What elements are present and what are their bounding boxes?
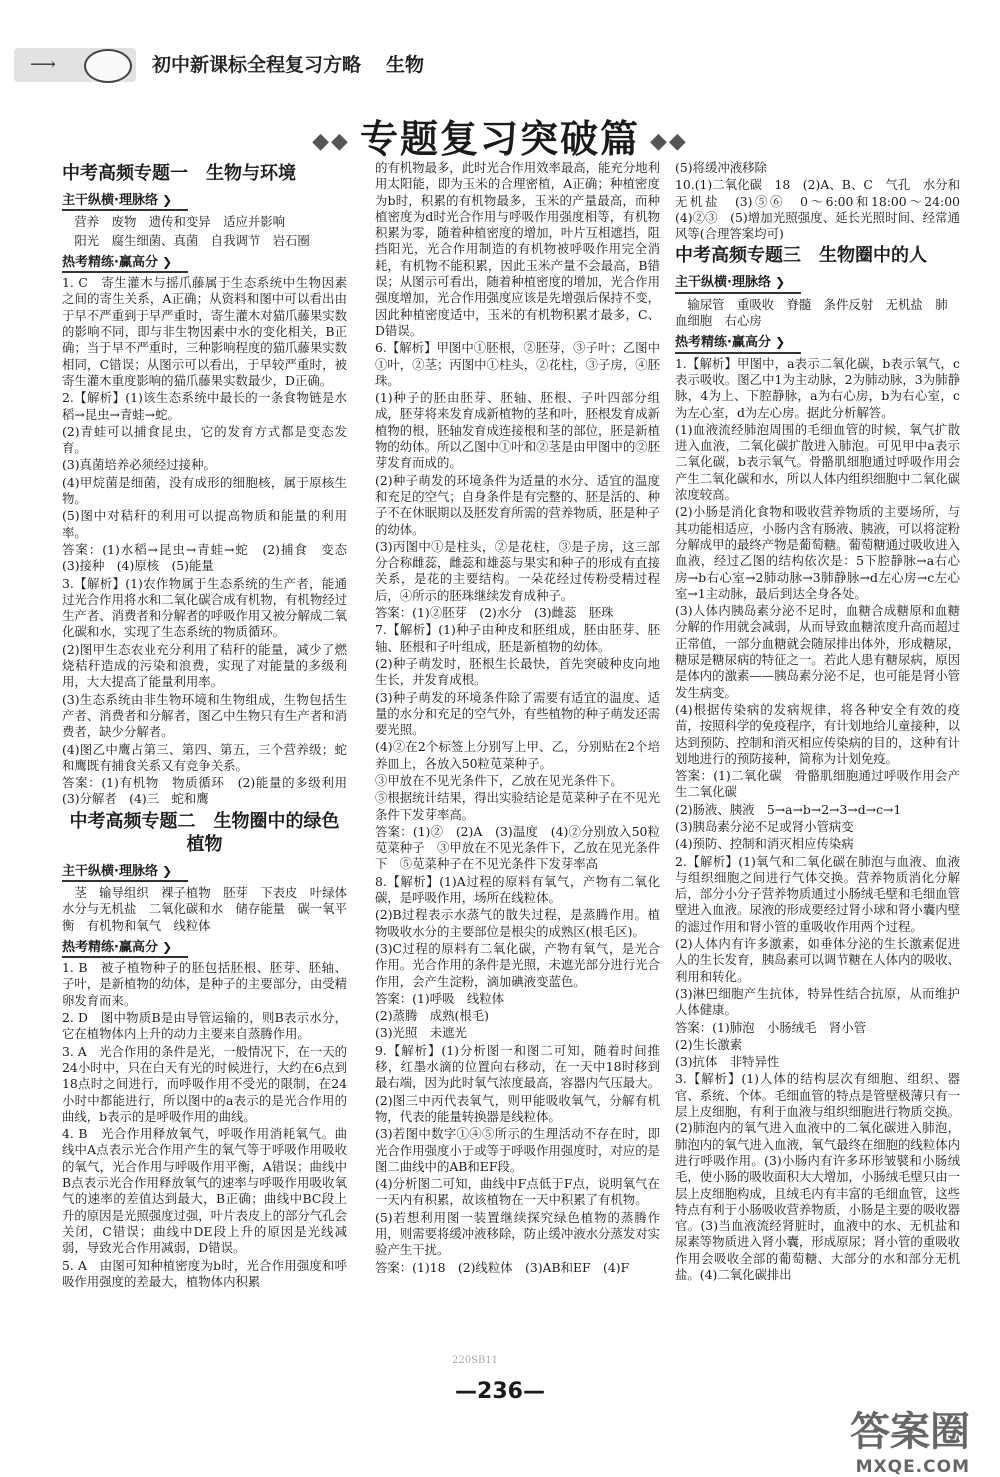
answer-paragraph: 答案：(1)② (2)A (3)温度 (4)②分别放入50粒苋菜种子 ③甲放在不见光条件下，乙放在见光条件下 ⑤苋菜种子在不见光条件下发芽率高 [375, 823, 660, 872]
answer-paragraph: (2)青蛙可以捕食昆虫，它的发育方式都是变态发育。 [62, 423, 347, 456]
page-number: —236— [455, 1379, 545, 1404]
answer-paragraph: (5)若想利用图一装置继续探究绿色植物的蒸腾作用，则需要将缓冲液移除，防止缓冲液水分蒸发对实验产生干扰。 [375, 1209, 660, 1258]
banner-title: 专题复习突破篇 [359, 117, 640, 161]
answer-paragraph: (4)图乙中鹰占第三、第四、第五，三个营养级；蛇和鹰既有捕食关系又有竞争关系。 [62, 741, 347, 773]
section-heading: 热考精练·赢高分 ❯ [62, 939, 188, 958]
answer-paragraph: (2)图甲生态农业充分利用了秸秆的能量，减少了燃烧秸秆造成的污染和浪费，实现了对能量的多级利用，大大提高了能量利用率。 [62, 641, 347, 690]
answer-paragraph: 答案：(1)水稻→昆虫→青蛙→蛇 (2)捕食 变态 (3)接种 (4)原核 (5)能量 [62, 541, 360, 574]
answer-paragraph: (3)抗体 非特异性 [675, 1054, 780, 1070]
section-heading: 主干纵横·理脉络 ❯ [62, 863, 188, 882]
keyword-line: 输尿管 重吸收 脊髓 条件反射 无机盐 肺 血细胞 右心房 [675, 296, 960, 329]
answer-paragraph: (1)血液流经肺泡周围的毛细血管的时候，氧气扩散进入血液，二氧化碳扩散进入肺泡。可见甲中a表示二氧化碳，b表示氧气。骨骼肌细胞通过呼吸作用会产生二氧化碳和水，所以人体内组织细胞中二氧化碳浓度较高。 [675, 421, 960, 503]
answer-paragraph: (3)真菌培养必须经过接种。 [62, 457, 216, 473]
answer-paragraph: 7.【解析】(1)种子由种皮和胚组成，胚由胚芽、胚轴、胚根和子叶组成，胚是新植物的幼体。 [375, 622, 660, 654]
answer-paragraph: 1. B 被子植物种子的胚包括胚根、胚芽、胚轴、子叶，是新植物的幼体，是种子的主要部分，由受精卵发育而来。 [62, 960, 347, 1008]
answer-paragraph: 2.【解析】(1)氧气和二氧化碳在肺泡与血液、血液与组织细胞之间进行气体交换。营养物质消化分解后，部分小分子营养物质通过小肠绒毛壁和毛细血管壁进入血液。尿液的形成要经过肾小球和肾小囊内壁的滤过作用和肾小管的重吸收作用两个过程。 [675, 853, 960, 934]
answer-paragraph: (3)C过程的原料有二氧化碳，产物有氧气，是光合作用。光合作用的条件是光照，未遮光部分进行光合作用，会产生淀粉，滴加碘液变蓝色。 [375, 940, 660, 989]
answer-paragraph: (5)图中对秸秆的利用可以提高物质和能量的利用率。 [62, 508, 347, 540]
answer-paragraph: (2)蒸腾 成熟(根毛) [375, 1008, 489, 1024]
page-header [0, 0, 1000, 90]
section-banner [160, 108, 840, 163]
answer-paragraph: 3.【解析】(1)农作物属于生态系统的生产者，能通过光合作用将水和二氧化碳合成有机物，有机物经过生产者、消费者和分解者的呼吸作用又被分解成二氧化碳和水，实现了生态系统的物质循环。 [62, 575, 347, 640]
watermark-text: 答案圈 [850, 1409, 970, 1455]
answer-paragraph: 6.【解析】甲图中①胚根，②胚芽，③子叶；乙图中①叶，②茎；丙图中①柱头，②花柱，③子房，④胚珠。 [375, 340, 660, 388]
answer-paragraph: (2)B过程表示水蒸气的散失过程，是蒸腾作用。植物吸收水分的主要部位是根尖的成熟区(根毛区)。 [375, 907, 660, 939]
answer-paragraph: (3)种子萌发的环境条件除了需要有适宜的温度、适量的水分和充足的空气外，有些植物的种子萌发还需要光照。 [375, 689, 660, 738]
answer-paragraph: 答案：(1)二氧化碳 骨骼肌细胞通过呼吸作用会产生二氧化碳 [675, 768, 960, 800]
answer-paragraph: 1.【解析】甲图中，a表示二氧化碳，b表示氧气，c表示吸收。图乙中1为主动脉，2为肺动脉，3为肺静脉，4为上、下腔静脉，a为右心房，b为右心室，c为左心室，d为左心房。据此分析解答。 [675, 355, 960, 420]
watermark-url: MXQE.COM [855, 1457, 970, 1477]
answer-paragraph: 5. A 由图可知种植密度为b时，光合作用强度和呼吸作用强度的差最大，植物体内积累 [62, 1257, 347, 1289]
diamond-decoration-icon: ◆◆ [312, 129, 350, 154]
answer-paragraph: 3. A 光合作用的条件是光，一般情况下，在一天的24小时中，只在白天有光的时候进行，大约在6点到18点时之间进行，而呼吸作用不受光的限制，在24小时中都能进行，所以图中的a表示的是光合作用的曲线，b表示的是呼吸作用的曲线。 [62, 1043, 347, 1124]
answer-paragraph: (4)预防、控制和消灭相应传染病 [675, 836, 854, 852]
answer-paragraph: 答案：(1)18 (2)线粒体 (3)AB和EF (4)F [375, 1259, 630, 1275]
watermark [850, 1400, 970, 1477]
keyword-line: 营养 废物 遗传和变异 适应并影响 [74, 214, 286, 230]
answer-paragraph: 2.【解析】(1)该生态系统中最长的一条食物链是水稻→昆虫→青蛙→蛇。 [62, 390, 347, 422]
answer-paragraph: (3)胰岛素分泌不足或肾小管病变 [675, 818, 854, 834]
answer-paragraph: 10.(1)二氧化碳 18 (2)A、B、C 气孔 水分和无机盐 (3)⑤⑥ 0～6:00和18:00～24:00 (4)②③ (5)增加光照强度、延长光照时间、经常通风等(合理答案均可) [675, 177, 973, 242]
answer-paragraph: (3)人体内胰岛素分泌不足时，血糖合成糖原和血糖分解的作用就会减弱，从而导致血糖浓度升高而超过正常值，一部分血糖就会随尿排出体外，形成糖尿，糖尿是糖尿病的特征之一。若此人患有糖尿病，原因是体内的激素——胰岛素分泌不足，也可能是肾小管发生病变。 [675, 603, 960, 700]
section-heading: 热考精练·赢高分 ❯ [62, 254, 188, 273]
answer-paragraph: ③甲放在不见光条件下，乙放在见光条件下。 [375, 772, 623, 788]
answer-paragraph: (2)图三中丙代表氧气，则甲能吸收氧气，分解有机物，代表的能量转换器是线粒体。 [375, 1092, 660, 1124]
answer-paragraph: 2. D 图中物质B是由导管运输的，则B表示水分，它在植物体内上升的动力主要来自蒸腾作用。 [62, 1010, 347, 1042]
answer-paragraph: 9.【解析】(1)分析图一和图二可知，随着时间推移，红墨水滴的位置向右移动，在一天中18时移到最右端，因为此时氧气浓度最高，容器内气压最大。 [375, 1042, 660, 1091]
answer-paragraph: (3)光照 未遮光 [375, 1025, 467, 1041]
answer-paragraph: 4. B 光合作用释放氧气，呼吸作用消耗氧气。曲线中A点表示光合作用产生的氧气等于呼吸作用吸收的氧气，光合作用与呼吸作用平衡，A错误；曲线中B点表示光合作用释放氧气的速率与呼吸作用吸收氧气的速率的差值达到最大，B正确；曲线中BC段上升的原因是光照强度过强，叶片表皮上的部分气孔会关闭，C错误；曲线中DE段上升的原因是光线减弱，导致光合作用减弱，D错误。 [62, 1126, 347, 1256]
keyword-line: 茎 输导组织 裸子植物 胚芽 下表皮 叶绿体 水分与无机盐 二氧化碳和水 储存能量 碳一氧平衡 有机物和氧气 线粒体 [62, 884, 360, 933]
answer-paragraph: (2)生长激素 [675, 1036, 743, 1052]
column-right [675, 160, 973, 1284]
answer-paragraph: (2)种子萌发的环境条件为适量的水分、适宜的温度和充足的空气；自身条件是有完整的、胚是活的、种子不在休眠期以及胚发育所需的营养物质，胚是种子的幼体。 [375, 472, 660, 537]
answer-paragraph: (3)淋巴细胞产生抗体，特异性结合抗原，从而维护人体健康。 [675, 985, 960, 1018]
book-logo-icon [84, 49, 132, 83]
print-code: 220SB11 [452, 1355, 499, 1366]
answer-paragraph: (3)若图中数字①④⑤所示的生理活动不存在时，即光合作用强度小于或等于呼吸作用强度时，对应的是图二曲线中的AB和EF段。 [375, 1126, 660, 1174]
answer-paragraph: (2)种子萌发时，胚根生长最快，首先突破种皮向地生长，并发育成根。 [375, 655, 660, 688]
column-middle [375, 160, 660, 1277]
topic-title: 中考高频专题一 生物与环境 [62, 163, 296, 184]
answer-paragraph: (4)分析图二可知，曲线中F点低于F点，说明氧气在一天内有积累，故该植物在一天中积累了有机物。 [375, 1176, 660, 1208]
answer-paragraph: (3)丙图中①是柱头，②是花柱，③是子房，这三部分合称雌蕊，雌蕊和雄蕊与果实和种子的形成有直接关系，是花的主要结构。一朵花经过传粉受精过程后，④所示的胚珠继续发育成种子。 [375, 538, 660, 603]
answer-paragraph: (3)生态系统由非生物环境和生物组成，生物包括生产者、消费者和分解者，图乙中生物只有生产者和消费者，缺少分解者。 [62, 691, 347, 740]
topic-title: 中考高频专题二 生物圈中的绿色植物 [69, 810, 340, 855]
answer-paragraph: (1)种子的胚由胚芽、胚轴、胚根、子叶四部分组成，胚芽将来发育成新植物的茎和叶，胚根发育成新植物的根，胚轴发育成连接根和茎的部位，胚是新植物的幼体。所以乙图中①叶和②茎是由甲图中的②胚芽发育而成的。 [375, 390, 660, 471]
arrow-icon: ⟶ [30, 54, 56, 75]
section-heading: 主干纵横·理脉络 ❯ [62, 192, 188, 211]
answer-paragraph: 8.【解析】(1)A过程的原料有氧气，产物有二氧化碳，是呼吸作用，场所在线粒体。 [375, 873, 660, 906]
answer-paragraph: (4)甲烷菌是细菌，没有成形的细胞核，属于原核生物。 [62, 474, 347, 507]
section-heading: 主干纵横·理脉络 ❯ [675, 274, 801, 293]
answer-paragraph: (5)将缓冲液移除 [675, 160, 767, 175]
answer-paragraph: (2)小肠是消化食物和吸收营养物质的主要场所，与其功能相适应，小肠内含有肠液、胰液，可以将淀粉分解成甲的最终产物是葡萄糖。葡萄糖通过吸收进入血液，经过乙图的结构依次是：5下腔静脉→a右心房→b右心室→2肺动脉→3肺静脉→d左心房→c左心室→1主动脉，最后到达全身各处。 [675, 504, 960, 601]
book-title: 初中新课标全程复习方略 [152, 54, 362, 76]
answer-paragraph: 答案：(1)有机物 物质循环 (2)能量的多级利用 (3)分解者 (4)三 蛇和鹰 [62, 775, 360, 807]
answer-paragraph: 答案：(1)呼吸 线粒体 [375, 990, 505, 1006]
subject-label: 生物 [386, 54, 425, 76]
answer-paragraph: (2)人体内有许多激素，如垂体分泌的生长激素促进人的生长发育，胰岛素可以调节糖在人体内的吸收、利用和转化。 [675, 936, 960, 984]
answer-paragraph: (4)②在2个标签上分别写上甲、乙，分别贴在2个培养皿上，各放入50粒苋菜种子。 [375, 739, 660, 771]
answer-paragraph: ⑤根据统计结果，得出实验结论是苋菜种子在不见光条件下发芽率高。 [375, 790, 660, 822]
topic-title: 中考高频专题三 生物圈中的人 [675, 245, 927, 267]
answer-paragraph: 答案：(1)②胚芽 (2)水分 (3)雌蕊 胚珠 [375, 605, 614, 621]
keyword-line: 阳光 腐生细菌、真菌 自我调节 岩石圈 [74, 232, 310, 248]
column-left [62, 160, 360, 1291]
answer-paragraph: 的有机物最多，此时光合作用效率最高，能充分地利用太阳能，即为玉米的合理密植，A正确；种植密度为b时，积累的有机物最多，玉米的产量最高，而种植密度为d时光合作用与呼吸作用强度相等，有机物积累为零，随着种植密度的增加，叶片互相遮挡，阻挡阳光，光合作用制造的有机物被呼吸作用完全消耗，有机物不能积累，因此玉米产量不会最高，B错误；从图示可看出，随着种植密度的增加，光合作用强度增加，光合作用强度应该是先增强后保持不变，因此种植密度适中，玉米的有机物积累才最多，C、D错误。 [375, 160, 660, 338]
answer-paragraph: 3.【解析】(1)人体的结构层次有细胞、组织、器官、系统、个体。毛细血管的特点是管壁极薄只有一层上皮细胞，有利于血液与组织细胞进行物质交换。(2)肺泡内的氧气进入血液中的二氧化碳进入肺泡，肺泡内的氧气进入血液，氧气最终在细胞的线粒体内进行呼吸作用。(3)小肠内有许多环形皱襞和小肠绒毛，使小肠的吸收面积大大增加，小肠绒毛壁只由一层上皮细胞构成，且绒毛内有丰富的毛细血管，这些特点有利于小肠吸收营养物质，小肠是主要的吸收器官。(3)当血液流经肾脏时，血液中的水、无机盐和尿素等物质进入肾小囊，形成原尿；肾小管的重吸收作用会吸收全部的葡萄糖、大部分的水和部分无机盐。(4)二氧化碳排出 [675, 1071, 960, 1282]
answer-paragraph: 1. C 寄生灌木与摇爪藤属于生态系统中生物因素之间的寄生关系，A正确；从资料和图中可以看出由于早不严重到于早严重时，寄生灌木对猫爪藤果实数的影响不同，即与非生物因素中水的变化相关，B正确；当于早不严重时，三种影响程度的猫爪藤果实数相同，C错误；从图示可以看出，于早较严重时，被寄生灌木重度影响的猫爪藤果实数最少，D正确。 [62, 275, 347, 388]
answer-paragraph: 答案：(1)肺泡 小肠绒毛 肾小管 [675, 1019, 867, 1035]
answer-paragraph: (2)肠液、胰液 5→a→b→2→3→d→c→1 [675, 801, 902, 817]
section-heading: 热考精练·赢高分 ❯ [675, 334, 801, 353]
answer-paragraph: (4)根据传染病的发病规律，将各种安全有效的疫苗，按照科学的免疫程序，有计划地给儿童接种，以达到预防、控制和消灭相应传染病的目的，这种有计划地进行的预防接种，简称为计划免疫。 [675, 701, 960, 766]
diamond-decoration-icon: ◆◆ [650, 129, 688, 154]
